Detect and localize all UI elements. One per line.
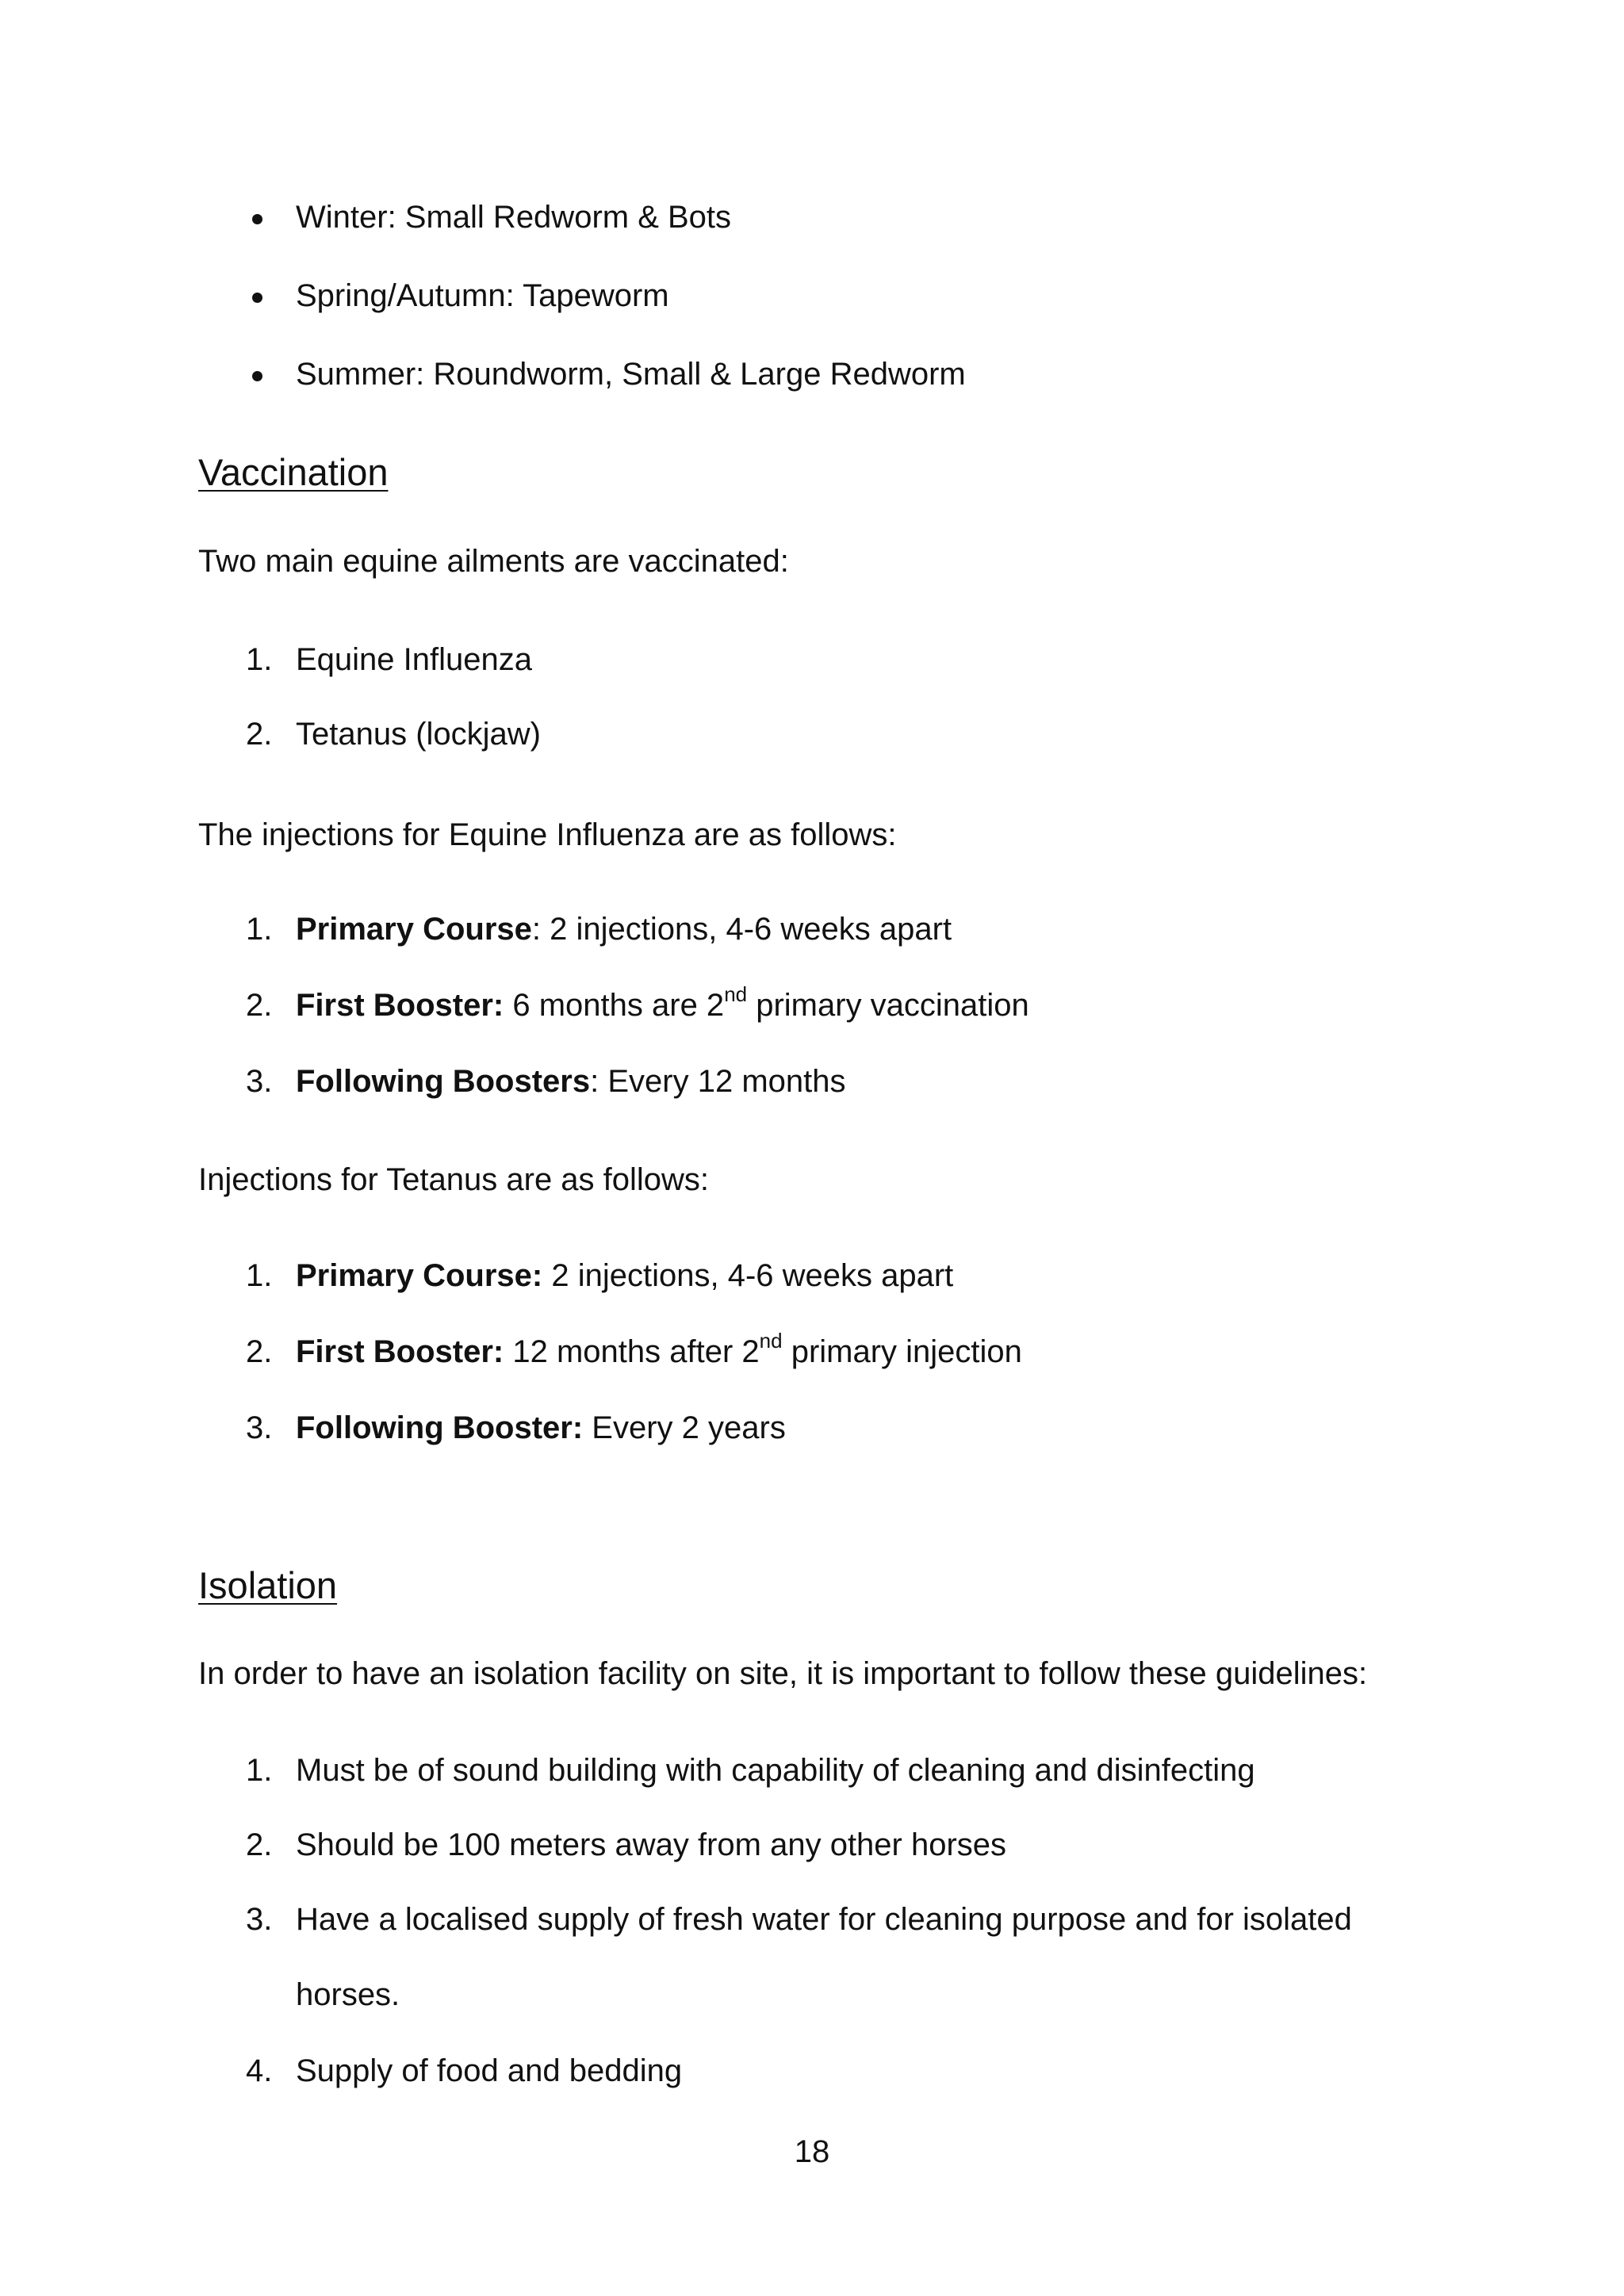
item-text: : 2 injections, 4-6 weeks apart <box>531 912 952 947</box>
vaccination-heading: Vaccination <box>198 451 389 493</box>
list-number: 3. <box>246 1410 273 1445</box>
vaccination-intro: Two main equine ailments are vaccinated: <box>198 544 789 579</box>
page-number: 18 <box>794 2134 830 2169</box>
item-text: Every 2 years <box>583 1410 786 1445</box>
list-number: 2. <box>246 1827 273 1862</box>
list-number: 4. <box>246 2053 273 2088</box>
ordinal-suffix: nd <box>724 982 748 1006</box>
item-text: : Every 12 months <box>590 1064 846 1099</box>
list-number: 3. <box>246 1902 273 1937</box>
bullet-item-winter: Winter: Small Redworm & Bots <box>296 200 732 235</box>
item-label: Primary Course <box>296 912 532 947</box>
tetanus-item-primary <box>296 1257 953 1295</box>
influenza-item-primary <box>296 910 952 948</box>
isolation-intro: In order to have an isolation facility on site, it is important to follow these guidelines: <box>198 1656 1368 1691</box>
bullet-dot <box>252 214 262 224</box>
tetanus-intro: Injections for Tetanus are as follows: <box>198 1162 710 1197</box>
tetanus-item-first-booster <box>296 1328 1022 1371</box>
tetanus-item-following-booster <box>296 1409 786 1447</box>
bullet-dot <box>252 293 262 303</box>
item-text: 6 months are 2 <box>504 988 725 1023</box>
isolation-heading: Isolation <box>198 1564 338 1606</box>
influenza-intro: The injections for Equine Influenza are as follows: <box>198 817 897 852</box>
ailment-item: Tetanus (lockjaw) <box>296 717 542 752</box>
item-label: First Booster: <box>296 988 504 1023</box>
list-number: 1. <box>246 912 273 947</box>
ailment-item: Equine Influenza <box>296 642 533 677</box>
list-number: 1. <box>246 1258 273 1293</box>
item-text: 2 injections, 4-6 weeks apart <box>542 1258 954 1293</box>
list-number: 1. <box>246 1753 273 1788</box>
list-number: 2. <box>246 717 273 752</box>
item-text: primary vaccination <box>747 988 1029 1023</box>
item-label: First Booster: <box>296 1334 504 1369</box>
influenza-item-following-boosters <box>296 1062 846 1100</box>
isolation-item-continuation: horses. <box>296 1977 400 2012</box>
list-number: 1. <box>246 642 273 677</box>
item-text: 12 months after 2 <box>504 1334 760 1369</box>
bullet-item-summer: Summer: Roundworm, Small & Large Redworm <box>296 357 966 392</box>
list-number: 2. <box>246 988 273 1023</box>
item-label: Primary Course: <box>296 1258 543 1293</box>
influenza-item-first-booster <box>296 982 1029 1024</box>
isolation-item: Supply of food and bedding <box>296 2053 683 2088</box>
isolation-item: Should be 100 meters away from any other horses <box>296 1827 1007 1862</box>
list-number: 2. <box>246 1334 273 1369</box>
list-number: 3. <box>246 1064 273 1099</box>
ordinal-suffix: nd <box>759 1328 783 1353</box>
item-label: Following Booster: <box>296 1410 584 1445</box>
item-text: primary injection <box>782 1334 1022 1369</box>
isolation-item: Have a localised supply of fresh water for cleaning purpose and for isolated <box>296 1902 1352 1937</box>
bullet-item-spring-autumn: Spring/Autumn: Tapeworm <box>296 278 669 313</box>
bullet-dot <box>252 371 262 381</box>
item-label: Following Boosters <box>296 1064 591 1099</box>
isolation-item: Must be of sound building with capability of cleaning and disinfecting <box>296 1753 1255 1788</box>
